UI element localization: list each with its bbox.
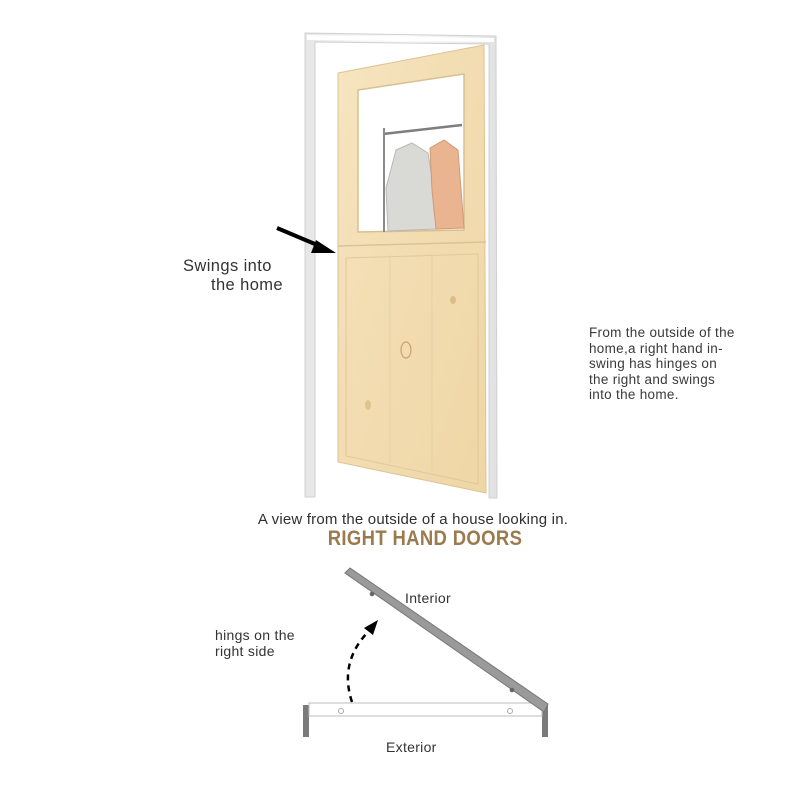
swing-label-line1: Swings into <box>183 257 272 275</box>
closed-door-outline <box>309 703 542 716</box>
swing-label-line2: the home <box>211 276 283 294</box>
interior-label: Interior <box>405 590 451 606</box>
caption: A view from the outside of a house looking in. <box>257 511 569 528</box>
side-note: From the outside of the home,a right hand in-swing has hinges on the right and swings into the home. <box>589 325 735 403</box>
dashed-swing-arrow <box>348 628 372 702</box>
headline: RIGHT HAND DOORS <box>327 527 523 550</box>
exterior-label: Exterior <box>386 739 437 755</box>
swing-label <box>183 257 283 295</box>
left-wall-stub <box>303 705 309 737</box>
open-door-leaf <box>338 45 486 493</box>
hinge-note: hings on the right side <box>215 627 295 659</box>
